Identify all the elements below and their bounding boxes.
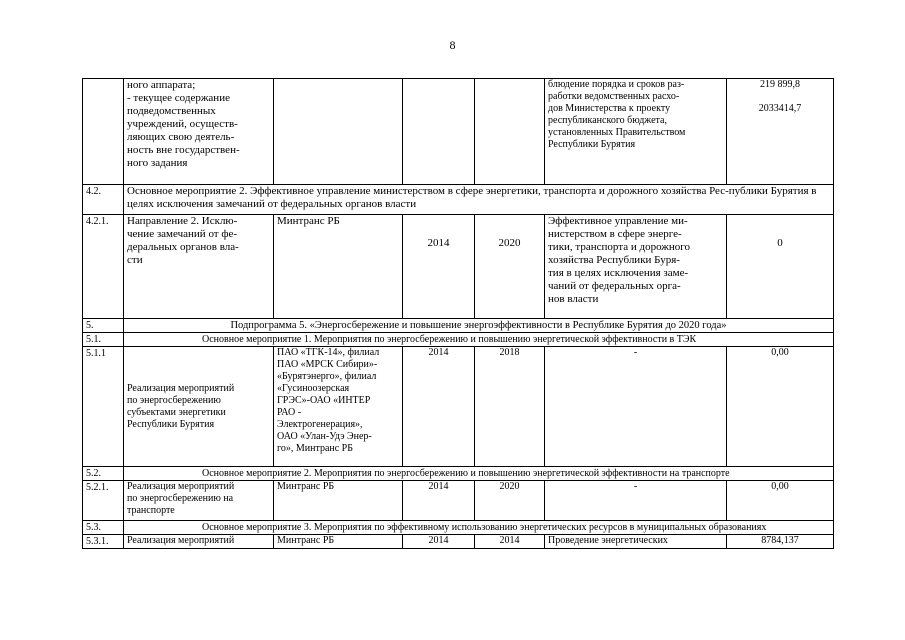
cell-end bbox=[475, 79, 545, 185]
table-row bbox=[83, 467, 834, 481]
section-heading: Основное мероприятие 2. Мероприятия по энергосбережению и повышению энергетической эффективности на транспорте bbox=[124, 467, 834, 481]
cell-num: 5.2. bbox=[83, 467, 124, 481]
cell-executor: Минтранс РБ bbox=[274, 481, 403, 521]
cell-value: 0 bbox=[727, 215, 834, 319]
cell-start: 2014 bbox=[403, 215, 475, 319]
cell-num: 4.2.1. bbox=[83, 215, 124, 319]
cell-num: 5.3. bbox=[83, 521, 124, 535]
program-table bbox=[82, 78, 834, 549]
section-heading: Основное мероприятие 2. Эффективное управление министерством в сфере энергетики, транспорта и дорожного хозяйства Рес-публики Бурятия в целях исключения замечаний от федеральных органов власти bbox=[124, 185, 834, 215]
cell-result: Эффективное управление ми- нистерством в сфере энерге- тики, транспорта и дорожного хозяйства Республики Буря- тия в целях исключения заме- чаний от федеральных орга- нов власти bbox=[545, 215, 727, 319]
cell-executor: Минтранс РБ bbox=[274, 215, 403, 319]
section-heading: Основное мероприятие 1. Мероприятия по энергосбережению и повышению энергетической эффективности в ТЭК bbox=[124, 333, 834, 347]
cell-num: 5.3.1. bbox=[83, 535, 124, 549]
section-heading: Основное мероприятие 3. Мероприятия по эффективному использованию энергетических ресурсов в муниципальных образованиях bbox=[124, 521, 834, 535]
cell-result: - bbox=[545, 481, 727, 521]
table-row bbox=[83, 481, 834, 521]
cell-name: ного аппарата; - текущее содержание подведомственных учреждений, осуществ- ляющих свою деятель- ность вне государствен- ного задания bbox=[124, 79, 274, 185]
cell-end: 2020 bbox=[475, 481, 545, 521]
cell-start: 2014 bbox=[403, 347, 475, 467]
table-row bbox=[83, 79, 834, 185]
cell-name: Реализация мероприятий по энергосбережению субъектами энергетики Республики Бурятия bbox=[124, 347, 274, 467]
section-heading: Подпрограмма 5. «Энергосбережение и повышение энергоэффективности в Республике Бурятия до 2020 года» bbox=[124, 319, 834, 333]
cell-name: Реализация мероприятий по энергосбережению на транспорте bbox=[124, 481, 274, 521]
cell-name: Направление 2. Исклю- чение замечаний от фе- деральных органов вла- сти bbox=[124, 215, 274, 319]
cell-start: 2014 bbox=[403, 535, 475, 549]
page-number: 8 bbox=[449, 38, 456, 52]
table-row bbox=[83, 347, 834, 467]
cell-num: 5.1.1 bbox=[83, 347, 124, 467]
cell-executor: ПАО «ТГК-14», филиал ПАО «МРСК Сибири»- «Бурятэнерго», филиал «Гусиноозерская ГРЭС»-ОАО «ИНТЕР РАО - Электрогенерация», ОАО «Улан-Удэ Энер- го», Минтранс РБ bbox=[274, 347, 403, 467]
cell-num: 4.2. bbox=[83, 185, 124, 215]
table-row bbox=[83, 319, 834, 333]
cell-executor bbox=[274, 79, 403, 185]
cell-end: 2020 bbox=[475, 215, 545, 319]
cell-value: 219 899,8 2033414,7 bbox=[727, 79, 834, 185]
cell-start bbox=[403, 79, 475, 185]
cell-name: Реализация мероприятий bbox=[124, 535, 274, 549]
cell-num: 5. bbox=[83, 319, 124, 333]
table-row bbox=[83, 333, 834, 347]
cell-start: 2014 bbox=[403, 481, 475, 521]
table-row bbox=[83, 185, 834, 215]
table-row bbox=[83, 535, 834, 549]
cell-end: 2018 bbox=[475, 347, 545, 467]
cell-result: Проведение энергетических bbox=[545, 535, 727, 549]
cell-num: 5.2.1. bbox=[83, 481, 124, 521]
cell-num: 5.1. bbox=[83, 333, 124, 347]
cell-value: 0,00 bbox=[727, 481, 834, 521]
cell-value: 0,00 bbox=[727, 347, 834, 467]
cell-num bbox=[83, 79, 124, 185]
table-row bbox=[83, 521, 834, 535]
cell-value: 8784,137 bbox=[727, 535, 834, 549]
cell-end: 2014 bbox=[475, 535, 545, 549]
cell-result: блюдение порядка и сроков раз- работки ведомственных расхо- дов Министерства к проекту республиканского бюджета, установленных Правительством Республики Бурятия bbox=[545, 79, 727, 185]
cell-result: - bbox=[545, 347, 727, 467]
cell-executor: Минтранс РБ bbox=[274, 535, 403, 549]
table-row bbox=[83, 215, 834, 319]
